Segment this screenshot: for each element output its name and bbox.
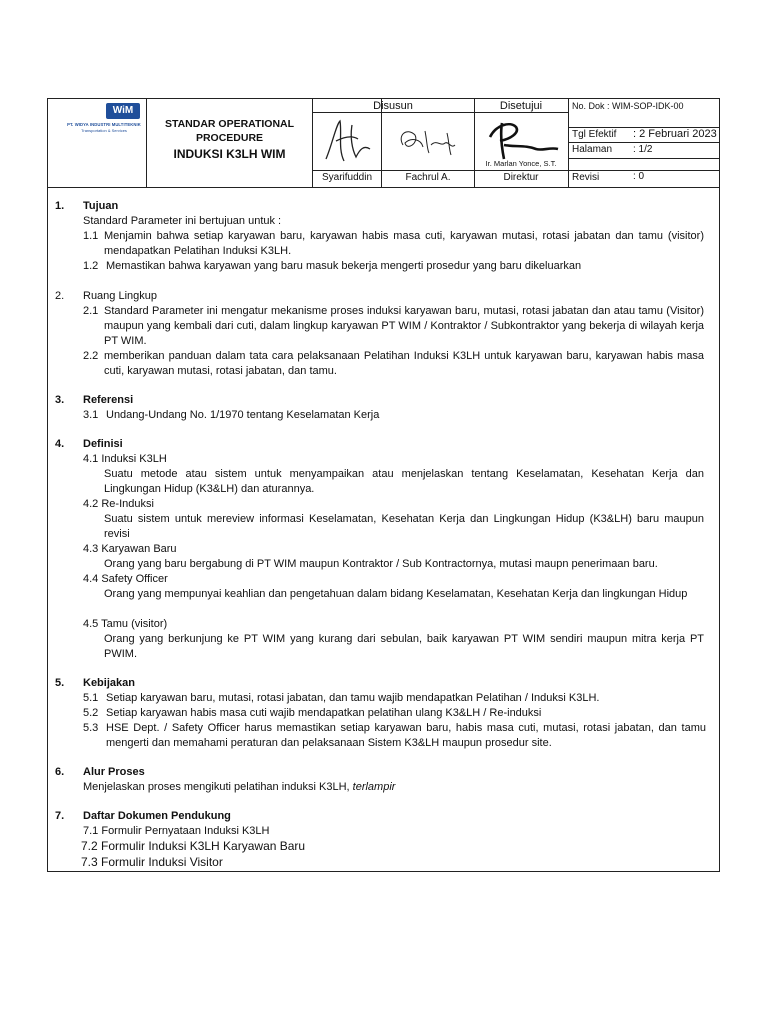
item-1-1-text: Menjamin bahwa setiap karyawan baru, karyawan habis masa cuti, karyawan mutasi, rotasi jabatan dan tamu (visitor) mendapatkan Pelatihan Induksi K3LH. [104,230,704,257]
effective-date-label: Tgl Efektif [572,129,617,140]
support-doc-7-1: 7.1 Formulir Pernyataan Induksi K3LH [83,825,270,837]
disetujui-label: Disetujui [499,100,543,112]
item-5-2-text: Setiap karyawan habis masa cuti wajib mendapatkan pelatihan ulang K3&LH / Re-induksi [106,707,542,719]
section-4-title: Definisi [83,438,123,450]
title-line-2: PROCEDURE [195,132,264,144]
definition-4-4-body: Orang yang mempunyai keahlian dan pengetahuan dalam bidang Keselamatan, Kesehatan Kerja dan lingkungan Hidup [104,588,688,600]
item-2-1-number: 2.1 [83,305,99,317]
item-2-1-text: Standard Parameter ini mengatur mekanisme proses induksi karyawan baru, mutasi, rotasi jabatan dan atau tamu (Visitor) maupun yang kembali dari cuti, dalam lingkup karyawan PT WIM / Kontraktor / Subkontraktor yang bekerja di wilayah kerja PT WIM. [104,305,704,347]
item-3-1-number: 3.1 [83,409,99,421]
item-5-1-number: 5.1 [83,692,99,704]
definition-4-5-body: Orang yang berkunjung ke PT WIM yang kurang dari sebulan, baik karyawan PT WIM sendiri maupun mitra kerja PT PWIM. [104,633,704,660]
section-6-text [83,780,395,795]
logo-tagline: Transportation & Services [81,128,127,133]
item-1-2-number: 1.2 [83,260,99,272]
revision-value: : 0 [633,171,645,182]
definition-4-5-heading: 4.5 Tamu (visitor) [83,618,168,630]
section-7-number: 7. [55,810,65,822]
item-5-3-text: HSE Dept. / Safety Officer harus memastikan setiap karyawan baru, habis masa cuti, mutasi, rotasi jabatan, dan tamu mengerti dan memahami peraturan dan pelaksanaan Sistem K3&LH maupun prosedur site. [106,722,706,749]
item-1-1-number: 1.1 [83,230,99,242]
item-3-1-text: Undang-Undang No. 1/1970 tentang Keselamatan Kerja [106,409,380,421]
item-5-1-text: Setiap karyawan baru, mutasi, rotasi jabatan, dan tamu wajib mendapatkan Pelatihan / Induksi K3LH. [106,692,600,704]
section-7-title: Daftar Dokumen Pendukung [83,810,231,822]
section-6-number: 6. [55,766,65,778]
support-doc-7-3: 7.3 Formulir Induksi Visitor [81,855,223,869]
disusun-label: Disusun [373,100,413,112]
section-5-number: 5. [55,677,65,689]
support-doc-7-2: 7.2 Formulir Induksi K3LH Karyawan Baru [81,839,306,853]
document-header [48,99,719,188]
signature-direktur [480,115,564,161]
definition-4-1-body: Suatu metode atau sistem untuk menyampaikan atau menjelaskan tentang Keselamatan, Kesehatan Kerja dan Lingkungan Hidup (K3&LH) dan aturannya. [104,468,704,495]
definition-4-1-heading: 4.1 Induksi K3LH [83,453,167,465]
signature-fachrul [393,121,469,161]
title-line-1: STANDAR OPERATIONAL [164,118,295,130]
document-title: INDUKSI K3LH WIM [173,147,286,161]
section-2-title: Ruang Lingkup [83,290,158,302]
section-6-text-main: Menjelaskan proses mengikuti pelatihan induksi K3LH, [83,781,353,793]
signer-fachrul: Fachrul A. [405,172,451,183]
definition-4-2-heading: 4.2 Re-Induksi [83,498,154,510]
document-number: No. Dok : WIM-SOP-IDK-00 [572,101,684,111]
effective-date-value: : 2 Februari 2023 [633,128,717,140]
item-2-2-text: memberikan panduan dalam tata cara pelaksanaan Pelatihan Induksi K3LH untuk karyawan baru, karyawan habis masa cuti, karyawan mutasi, rotasi jabatan, dan tamu. [104,350,704,377]
signature-syarifuddin [318,115,376,167]
definition-4-3-body: Orang yang baru bergabung di PT WIM maupun Kontraktor / Sub Kontractornya, mutasi maupn penerimaan baru. [104,558,658,570]
approver-name: Ir. Marlan Yonce, S.T. [485,159,557,168]
signer-syarifuddin: Syarifuddin [321,172,373,183]
company-logo: WiM [106,103,140,119]
revision-label: Revisi [572,172,600,183]
item-5-3-number: 5.3 [83,722,99,734]
section-6-title: Alur Proses [83,766,145,778]
section-1-title: Tujuan [83,200,119,212]
signer-direktur: Direktur [503,172,539,183]
item-2-2-number: 2.2 [83,350,99,362]
sop-document [47,98,720,872]
section-3-title: Referensi [83,394,134,406]
page-value: : 1/2 [633,144,653,155]
section-2-number: 2. [55,290,65,302]
section-3-number: 3. [55,394,65,406]
item-1-2-text: Memastikan bahwa karyawan yang baru masuk bekerja mengerti prosedur yang baru dikeluarkan [106,260,582,272]
definition-4-4-heading: 4.4 Safety Officer [83,573,168,585]
section-4-number: 4. [55,438,65,450]
definition-4-3-heading: 4.3 Karyawan Baru [83,543,177,555]
section-1-number: 1. [55,200,65,212]
section-1-intro: Standard Parameter ini bertujuan untuk : [83,215,282,227]
item-5-2-number: 5.2 [83,707,99,719]
definition-4-2-body: Suatu sistem untuk mereview informasi Keselamatan, Kesehatan Kerja dan Lingkungan Hidup (K3&LH) baru maupun revisi [104,513,704,540]
section-6-text-italic: terlampir [352,781,396,793]
logo-company-name: PT. WIDYA INDUSTRI MULTITEKNIK [67,122,141,127]
section-5-title: Kebijakan [83,677,135,689]
page-label: Halaman [572,144,613,155]
